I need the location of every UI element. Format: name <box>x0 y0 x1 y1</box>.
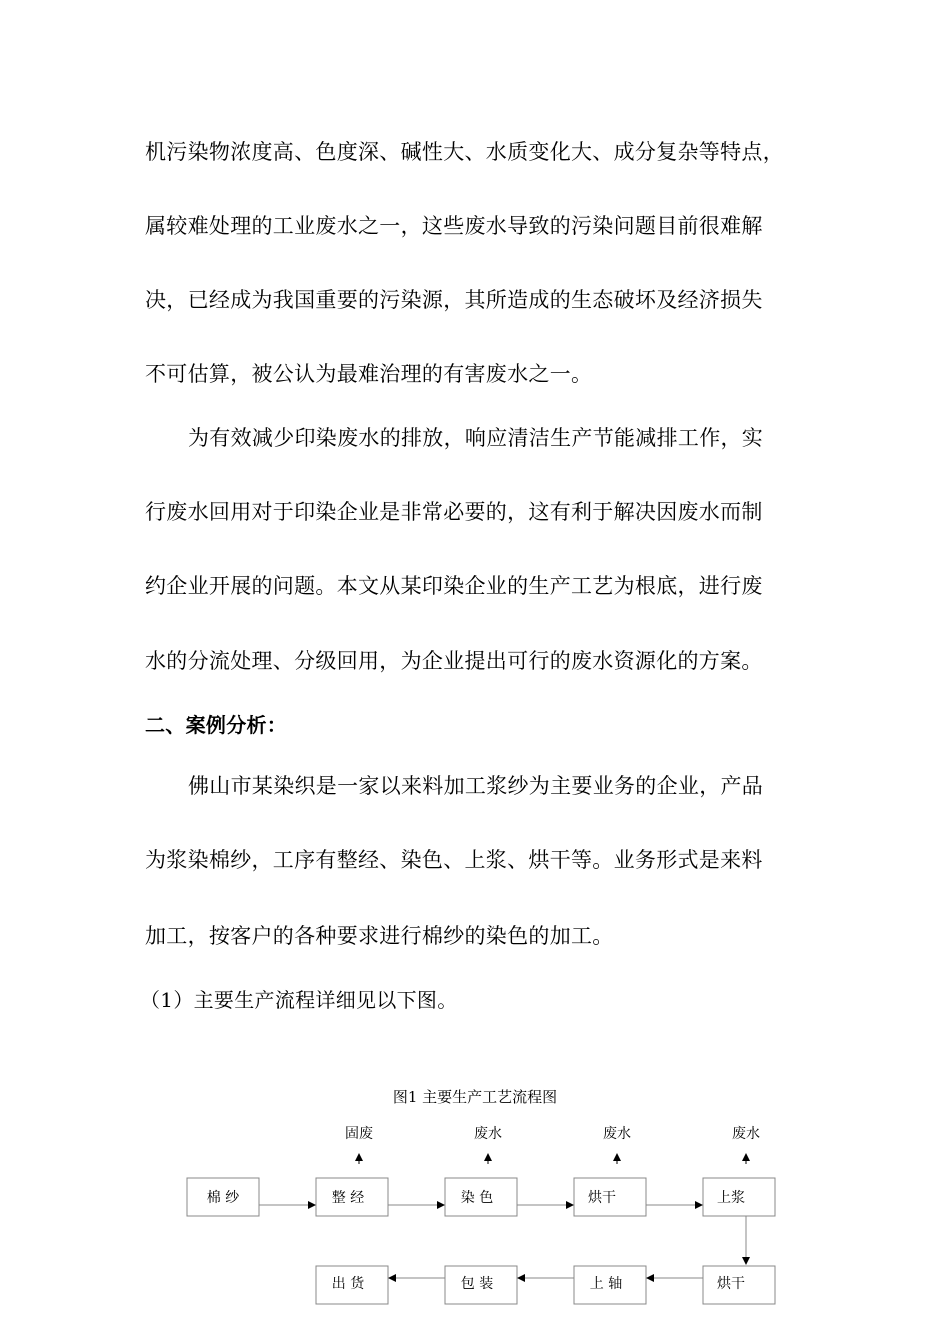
text-line: 为有效减少印染废水的排放，响应清洁生产节能减排工作，实 <box>188 426 764 450</box>
flow-step <box>703 1266 775 1304</box>
process-flowchart <box>0 1110 950 1310</box>
output-label: 固废 <box>345 1126 373 1142</box>
step-label: 上 轴 <box>589 1276 623 1292</box>
flow-step <box>445 1178 517 1216</box>
flow-step <box>316 1266 388 1304</box>
step-label: 染 色 <box>460 1190 494 1206</box>
output-label: 废水 <box>474 1126 502 1142</box>
text-line: 加工，按客户的各种要求进行棉纱的染色的加工。 <box>145 924 614 948</box>
text-line: 机污染物浓度高、色度深、碱性大、水质变化大、成分复杂等特点， <box>145 140 784 164</box>
flow-step <box>316 1178 388 1216</box>
text-line: 属较难处理的工业废水之一，这些废水导致的污染问题目前很难解 <box>145 214 763 238</box>
step-label: 烘干 <box>717 1276 745 1292</box>
flow-step <box>445 1266 517 1304</box>
text-line: 佛山市某染织是一家以来料加工浆纱为主要业务的企业，产品 <box>188 774 764 798</box>
flow-step <box>187 1178 259 1216</box>
figure-caption: 图1 主要生产工艺流程图 <box>392 1088 558 1106</box>
text-line: 不可估算，被公认为最难治理的有害废水之一。 <box>145 362 593 386</box>
flow-step <box>703 1178 775 1216</box>
flow-step <box>574 1266 646 1304</box>
text-line: 约企业开展的问题。本文从某印染企业的生产工艺为根底，进行废 <box>145 574 763 598</box>
step-label: 棉 纱 <box>206 1190 240 1206</box>
step-label: 上浆 <box>717 1190 745 1206</box>
text-line: 行废水回用对于印染企业是非常必要的，这有利于解决因废水而制 <box>145 500 763 524</box>
step-label: 整 经 <box>331 1190 365 1206</box>
output-label: 废水 <box>732 1126 760 1142</box>
text-line: 为浆染棉纱，工序有整经、染色、上浆、烘干等。业务形式是来料 <box>145 848 763 872</box>
step-label: 烘干 <box>588 1190 616 1206</box>
output-label: 废水 <box>603 1126 631 1142</box>
text-line: 决，已经成为我国重要的污染源，其所造成的生态破坏及经济损失 <box>145 288 763 312</box>
section-heading: 二、案例分析： <box>145 713 288 737</box>
flow-step <box>574 1178 646 1216</box>
step-label: 出 货 <box>331 1276 365 1292</box>
text-line: 水的分流处理、分级回用，为企业提出可行的废水资源化的方案。 <box>145 649 763 673</box>
list-item: （1）主要生产流程详细见以下图。 <box>140 988 458 1012</box>
step-label: 包 装 <box>460 1276 494 1292</box>
